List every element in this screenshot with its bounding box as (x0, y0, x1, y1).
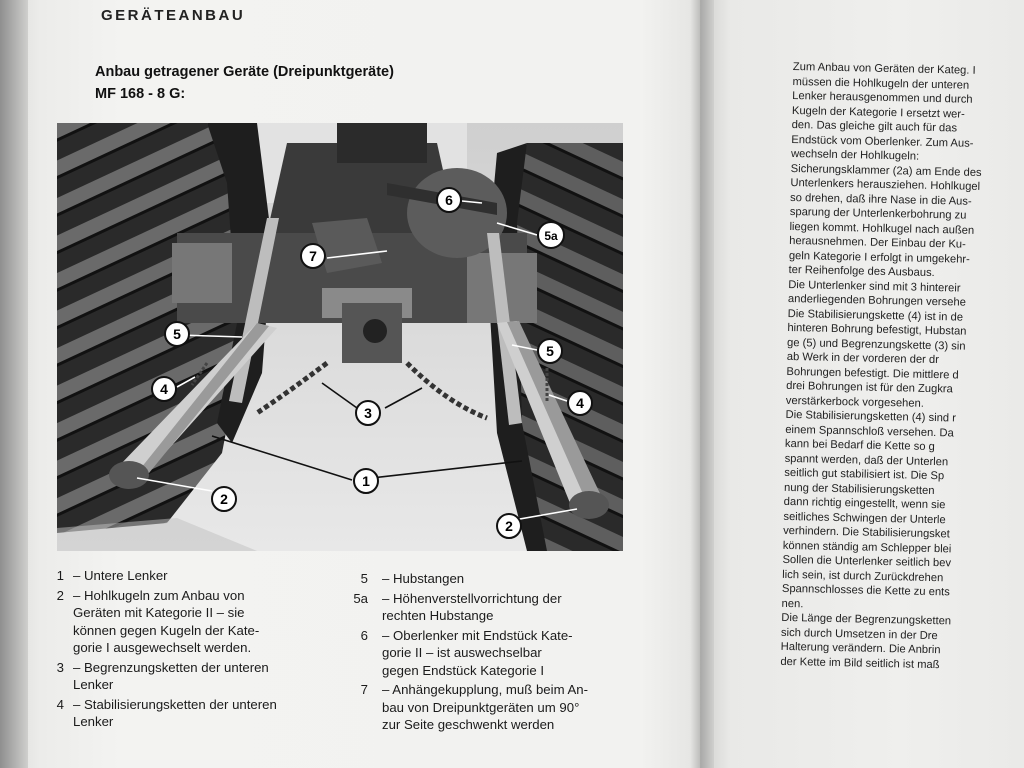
text-line: Halterung verändern. Die Anbrin (780, 640, 941, 657)
legend-item-7: 7 – Anhängekupplung, muß beim An- bau von Dreipunktgeräten um 90° zur Seite geschwenkt werden (360, 682, 589, 732)
text-line: geln Kategorie I erfolgt in umgekehr- (788, 249, 970, 266)
callout-5-left (165, 322, 189, 346)
text-line: sparung der Unterlenkerbohrung zu (789, 205, 967, 222)
svg-text:4: 4 (160, 381, 168, 397)
text-line: ge (5) und Begrenzungskette (3) sin (786, 336, 966, 353)
text-line: Sicherungsklammer (2a) am Ende des (790, 162, 982, 179)
callout-6 (437, 188, 461, 212)
heading-model: MF 168 - 8 G: (95, 86, 186, 102)
text-line: so drehen, daß ihre Nase in die Aus- (789, 191, 972, 208)
text-line: wechseln der Hohlkugeln: (790, 147, 920, 163)
svg-text:4: 4 (576, 395, 584, 411)
svg-text:1: 1 (362, 473, 370, 489)
text-line: seitlich gut stabilisiert ist. Die Sp (784, 466, 945, 483)
text-line: ab Werk in der vorderen der dr (786, 350, 940, 367)
text-line: kann bei Bedarf die Kette so g (784, 437, 935, 454)
callout-5a (538, 222, 564, 248)
text-line: seitliches Schwingen der Unterle (783, 510, 946, 526)
svg-text:2: 2 (505, 518, 513, 534)
text-line: ter Reihenfolge des Ausbaus. (788, 263, 935, 280)
text-line: liegen kommt. Hohlkugel nach außen (789, 220, 975, 237)
text-line: drei Bohrungen ist für den Zugkra (786, 379, 953, 396)
legend-item-5a: 5a – Höhenverstellvorrichtung der rechten Hubstange (353, 590, 562, 623)
text-line: Die Stabilisierungsketten (4) sind r (785, 408, 957, 425)
text-line: nen. (781, 597, 804, 610)
callout-3 (356, 401, 380, 425)
callout-4-left (152, 377, 176, 401)
legend-left (36, 567, 321, 733)
legend-item-2: 2 – Hohlkugeln zum Anbau von Geräten mit Kategorie II – sie können gegen Kugeln der Kate- gorie I ausgewechselt werden. (56, 587, 260, 655)
svg-text:5: 5 (546, 343, 554, 359)
text-line: Spannschlosses die Kette zu ents (781, 582, 950, 599)
callout-5-right (538, 339, 562, 363)
legend-right (338, 570, 588, 736)
tractor-hitch-photo (57, 123, 623, 551)
text-line: nung der Stabilisierungsketten (783, 481, 935, 497)
text-line: lich sein, ist durch Zurückdrehen (782, 568, 944, 584)
legend-item-5: 5 – Hubstangen (360, 571, 465, 586)
text-line: müssen die Hohlkugeln der unteren (792, 75, 970, 92)
text-line: dann richtig eingestellt, wenn sie (783, 495, 946, 512)
legend-item-6: 6 – Oberlenker mit Endstück Kate- gorie II – ist auswechselbar gegen Endstück Kategorie I (360, 627, 573, 678)
text-line: Die Unterlenker sind mit 3 hintereir (788, 278, 961, 295)
callout-2-left (212, 487, 236, 511)
section-title: GERÄTEANBAU (101, 7, 246, 24)
legend-item-4: 4 – Stabilisierungsketten der unteren Lenker (56, 696, 277, 729)
text-line: hinteren Bohrung befestigt, Hubstan (787, 321, 967, 338)
text-line: Bohrungen befestigt. Die mittlere d (786, 365, 959, 382)
text-line: Lenker herausgenommen und durch (792, 89, 973, 106)
heading-title: Anbau getragener Geräte (Dreipunktgeräte) (95, 64, 394, 80)
text-line: verstärkerbock vorgesehen. (785, 394, 925, 410)
text-line: können ständig am Schlepper blei (782, 539, 952, 555)
text-line: Endstück vom Oberlenker. Zum Aus- (791, 133, 974, 150)
callout-4-right (568, 391, 592, 415)
text-line: verhindern. Die Stabilisierungsket (783, 524, 950, 541)
text-line: Kugeln der Kategorie I ersetzt wer- (791, 104, 965, 121)
svg-text:6: 6 (445, 192, 453, 208)
text-line: einem Spannschloß versehen. Da (785, 423, 954, 439)
svg-text:2: 2 (220, 491, 228, 507)
text-line: Sollen die Unterlenker seitlich bev (782, 553, 952, 570)
text-line: sich durch Umsetzen in der Dre (780, 626, 938, 642)
text-line: der Kette im Bild seitlich ist maß (780, 655, 940, 671)
text-line: Die Länge der Begrenzungsketten (781, 611, 952, 628)
legend-item-1: 1 – Untere Lenker (56, 568, 168, 583)
text-line: herausnehmen. Der Einbau der Ku- (789, 234, 966, 251)
text-line: anderliegenden Bohrungen versehe (787, 292, 966, 309)
text-line: Zum Anbau von Geräten der Kateg. I (792, 60, 976, 77)
text-line: Unterlenkers herausziehen. Hohlkugel (790, 176, 981, 193)
callout-2-right (497, 514, 521, 538)
svg-text:7: 7 (309, 248, 317, 264)
text-line: Die Stabilisierungskette (4) ist in de (787, 307, 964, 324)
book-gutter (690, 0, 714, 768)
text-line: spannt werden, daß der Unterlen (784, 452, 949, 468)
svg-text:5a: 5a (544, 229, 558, 243)
text-line: den. Das gleiche gilt auch für das (791, 118, 958, 135)
legend-item-3: 3 – Begrenzungsketten der unteren Lenker (56, 659, 269, 692)
svg-text:3: 3 (364, 405, 372, 421)
svg-text:5: 5 (173, 326, 181, 342)
right-page-text (780, 60, 1024, 674)
callout-7 (301, 244, 325, 268)
callout-1 (354, 469, 378, 493)
